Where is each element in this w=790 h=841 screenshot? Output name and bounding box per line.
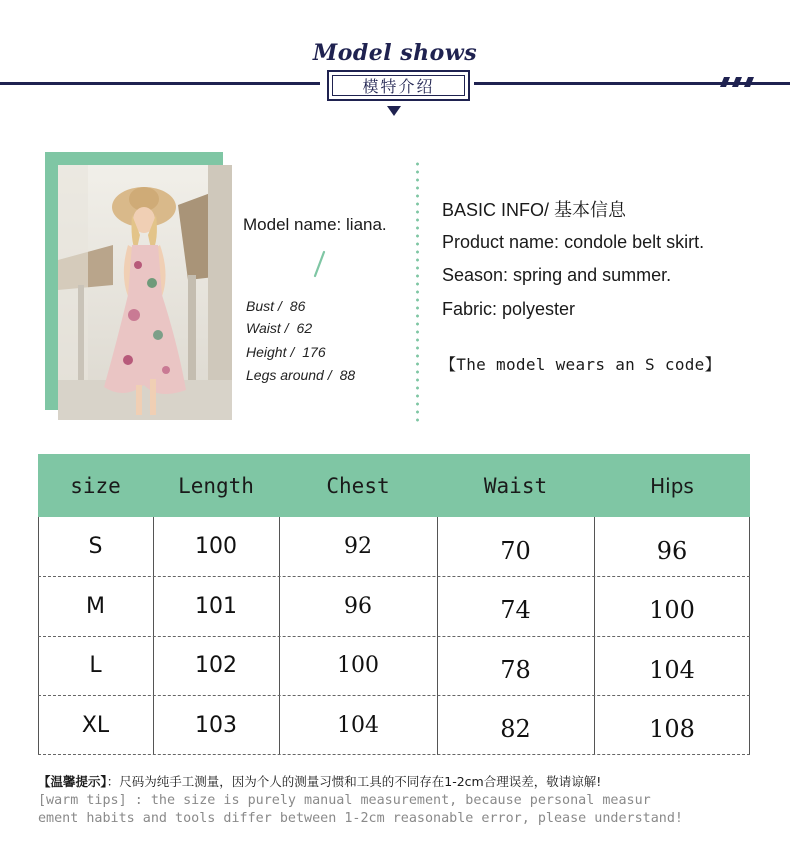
product-name: Product name: condole belt skirt.	[442, 232, 705, 252]
stat-value: 62	[296, 320, 313, 336]
season: Season: spring and summer.	[442, 265, 672, 285]
basic-info-heading: BASIC INFO/ 基本信息	[442, 200, 627, 220]
stat-label: Height /	[246, 344, 295, 360]
stat-label: Waist /	[246, 320, 289, 336]
cell-size: XL	[81, 712, 110, 738]
cell-waist: 74	[500, 596, 531, 625]
cell-chest: 92	[344, 534, 372, 560]
cell-waist: 82	[500, 715, 531, 744]
model-photo	[58, 165, 232, 420]
cell-size: S	[88, 534, 103, 560]
decorative-slashes-icon	[716, 75, 776, 89]
slash-divider-icon	[312, 250, 326, 278]
tip-label: 【温馨提示】	[38, 774, 107, 789]
table-border	[38, 754, 750, 755]
cell-length: 103	[195, 712, 237, 738]
stat-value: 88	[339, 367, 356, 383]
cell-hips: 108	[649, 715, 695, 744]
table-row	[38, 577, 750, 637]
stat-waist	[246, 320, 312, 336]
column-header-waist: Waist	[483, 473, 548, 498]
stat-height	[246, 344, 326, 360]
dotted-divider	[416, 160, 419, 422]
stat-legs-around	[246, 367, 355, 383]
header-divider-left	[0, 82, 320, 85]
cell-size: M	[86, 593, 105, 619]
cell-hips: 100	[649, 596, 695, 625]
cell-length: 102	[195, 653, 237, 679]
column-header-size: size	[70, 473, 121, 498]
section-subtitle-box	[327, 70, 470, 101]
table-row-divider	[38, 695, 750, 696]
column-header-hips: Hips	[650, 473, 694, 498]
cell-waist: 78	[500, 655, 531, 684]
model-name-value: liana.	[346, 215, 387, 234]
stat-value: 176	[302, 344, 326, 360]
fabric: Fabric: polyester	[442, 299, 576, 319]
table-row	[38, 696, 750, 756]
table-row-divider	[38, 576, 750, 577]
tip-english-line-1: [warm tips] : the size is purely manual measurement, because personal measur	[38, 793, 651, 808]
model-size-note: 【The model wears an S code】	[440, 355, 721, 374]
size-table-header	[38, 454, 750, 517]
section-title: Model shows	[312, 40, 478, 66]
cell-waist: 70	[500, 536, 531, 565]
stat-value: 86	[289, 298, 306, 314]
table-row-divider	[38, 636, 750, 637]
stat-label: Bust /	[246, 298, 282, 314]
model-name-label: Model name:	[243, 215, 342, 234]
cell-length: 101	[195, 593, 237, 619]
table-row	[38, 636, 750, 696]
column-header-length: Length	[178, 473, 254, 498]
cell-chest: 96	[344, 593, 372, 619]
stat-label: Legs around /	[246, 367, 332, 383]
tip-english-line-2: ement habits and tools differ between 1-2cm reasonable error, please understand!	[38, 811, 683, 826]
down-arrow-icon	[387, 106, 401, 116]
cell-hips: 104	[649, 655, 695, 684]
model-name	[243, 215, 387, 235]
column-header-chest: Chest	[326, 473, 390, 498]
cell-hips: 96	[656, 536, 688, 565]
tip-text: ：尺码为纯手工测量，因为个人的测量习惯和工具的不同存在1-2cm合理误差，敬请谅解!	[106, 774, 602, 789]
stat-bust	[246, 298, 305, 314]
cell-length: 100	[195, 534, 237, 560]
table-row	[38, 517, 750, 577]
cell-chest: 100	[337, 653, 379, 679]
cell-chest: 104	[337, 712, 379, 738]
cell-size: L	[89, 653, 102, 679]
section-subtitle: 模特介绍	[332, 75, 465, 96]
tip-chinese	[38, 772, 601, 790]
